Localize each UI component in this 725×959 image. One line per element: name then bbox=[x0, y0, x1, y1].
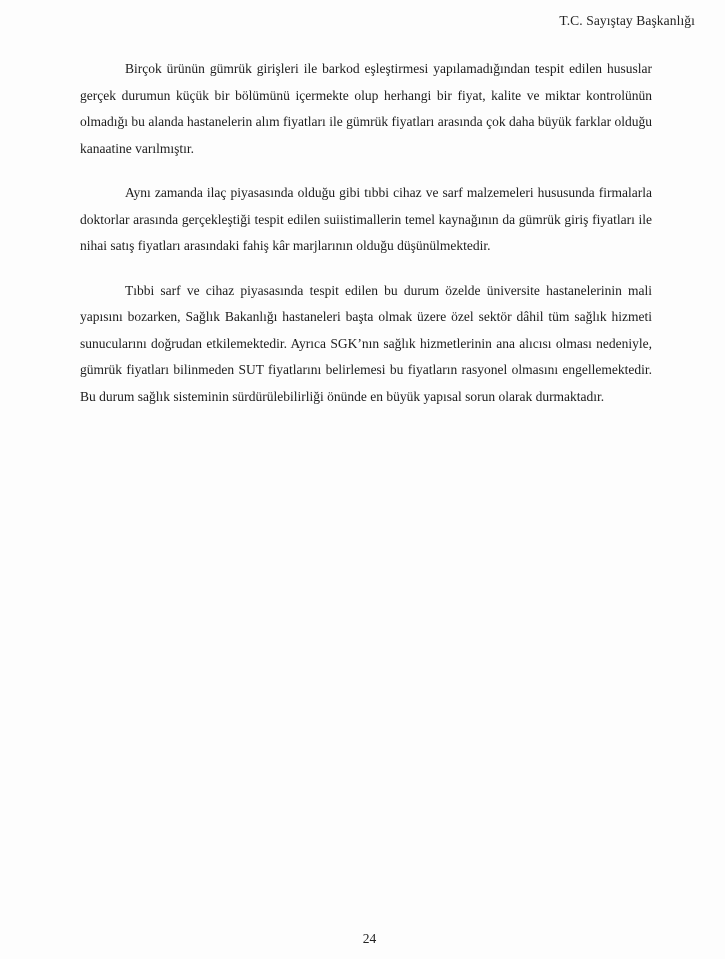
running-header: T.C. Sayıştay Başkanlığı bbox=[559, 13, 695, 28]
paragraph-2: Aynı zamanda ilaç piyasasında olduğu gibi tıbbi cihaz ve sarf malzemeleri hususunda firmalarla doktorlar arasında gerçekleştiği tespit edilen suiistimallerin temel kaynağının da gümrük giriş fiyatları ile nihai satış fiyatları arasındaki fahiş kâr marjlarının olduğu düşünülmektedir. bbox=[80, 185, 652, 253]
body-text bbox=[80, 56, 652, 428]
paragraph-1: Birçok ürünün gümrük girişleri ile barkod eşleştirmesi yapılamadığından tespit edilen hususlar gerçek durumun küçük bir bölümünü içermekte olup herhangi bir fiyat, kalite ve miktar kontrolünün olmadığı bu alanda hastanelerin alım fiyatları ile gümrük fiyatları arasında çok daha büyük farklar olduğu kanaatine varılmıştır. bbox=[80, 61, 652, 156]
page-number: 24 bbox=[362, 931, 377, 946]
paragraph-3: Tıbbi sarf ve cihaz piyasasında tespit edilen bu durum özelde üniversite hastanelerinin mali yapısını bozarken, Sağlık Bakanlığı hastaneleri başta olmak üzere özel sektör dâhil tüm sağlık hizmeti sunucularını doğrudan etkilemektedir. Ayrıca SGK’nın sağlık hizmetlerinin ana alıcısı olması nedeniyle, gümrük fiyatları bilinmeden SUT fiyatlarını belirlemesi bu fiyatların rasyonel olmasını engellemektedir. Bu durum sağlık sisteminin sürdürülebilirliği önünde en büyük yapısal sorun olarak durmaktadır. bbox=[80, 282, 652, 404]
